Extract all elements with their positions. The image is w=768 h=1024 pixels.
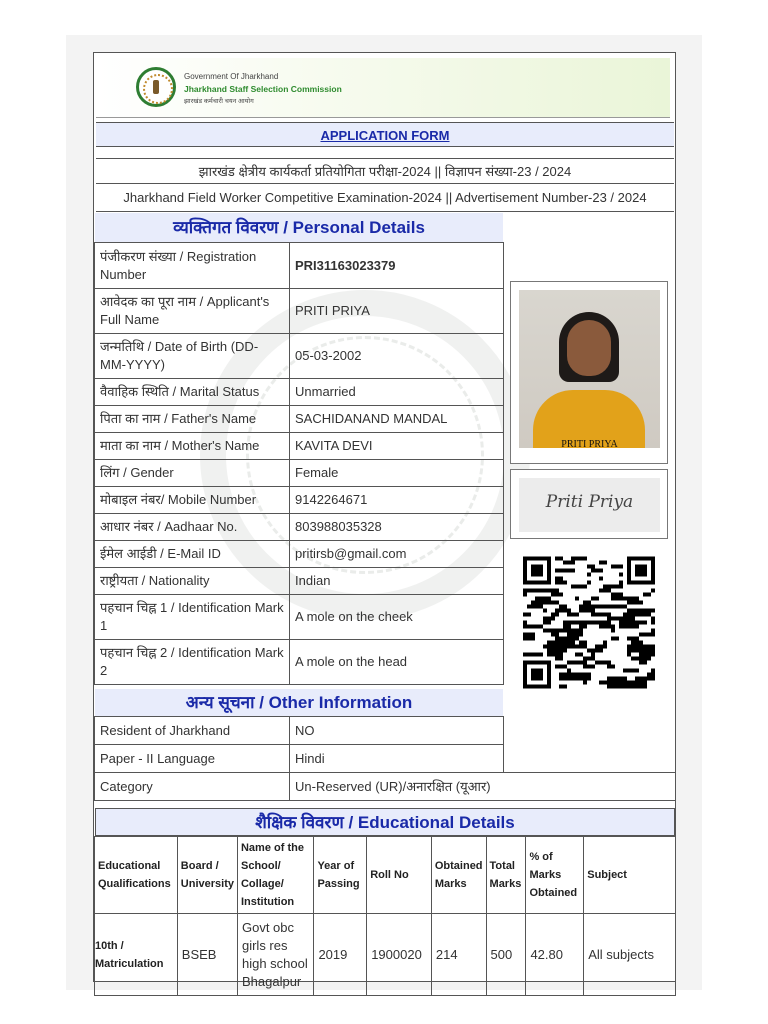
table-row — [95, 541, 504, 568]
field-label: पहचान चिह्न 1 / Identification Mark 1 — [95, 595, 290, 640]
column-header: Roll No — [367, 837, 432, 914]
table-row — [95, 568, 504, 595]
photo-caption: PRITI PRIYA — [561, 439, 618, 450]
table-row — [95, 514, 504, 541]
field-value: Un-Reserved (UR)/अनारक्षित (यूआर) — [290, 773, 676, 801]
table-cell: 214 — [431, 914, 486, 996]
personal-details-title: व्यक्तिगत विवरण / Personal Details — [95, 213, 503, 242]
table-cell: 500 — [486, 914, 526, 996]
field-value: Indian — [290, 568, 504, 595]
field-value: 9142264671 — [290, 487, 504, 514]
table-cell: Govt obc girls res high school Bhagalpur — [237, 914, 313, 996]
field-label: पंजीकरण संख्या / Registration Number — [95, 243, 290, 289]
table-row — [95, 289, 504, 334]
field-value: KAVITA DEVI — [290, 433, 504, 460]
signature-image — [519, 478, 660, 532]
column-header: Year of Passing — [314, 837, 367, 914]
form-title-row — [96, 122, 674, 147]
column-header: Board / University — [177, 837, 237, 914]
field-label: आवेदक का पूरा नाम / Applicant's Full Name — [95, 289, 290, 334]
field-value: PRI31163023379 — [290, 243, 504, 289]
qr-code-icon — [523, 555, 655, 690]
field-label: राष्ट्रीयता / Nationality — [95, 568, 290, 595]
field-value: pritirsb@gmail.com — [290, 541, 504, 568]
table-row — [95, 487, 504, 514]
table-row — [95, 717, 676, 745]
signature: Priti Priya — [545, 492, 634, 512]
column-header: Name of the School/ Collage/ Institution — [237, 837, 313, 914]
applicant-photo — [519, 290, 660, 448]
field-label: आधार नंबर / Aadhaar No. — [95, 514, 290, 541]
applicant-photo-frame — [510, 281, 668, 464]
exam-title-english: Jharkhand Field Worker Competitive Examination-2024 || Advertisement Number-23 / 2024 — [96, 184, 674, 212]
table-row — [95, 745, 676, 773]
gov-line-1: Government Of Jharkhand — [184, 72, 279, 81]
field-value: NO — [290, 717, 504, 745]
table-row — [95, 773, 676, 801]
field-label: लिंग / Gender — [95, 460, 290, 487]
table-cell: 2019 — [314, 914, 367, 996]
table-cell: 10th / Matriculation — [95, 914, 178, 996]
field-value: 05-03-2002 — [290, 334, 504, 379]
personal-details-table — [94, 242, 504, 685]
field-value: Female — [290, 460, 504, 487]
educational-details-title: शैक्षिक विवरण / Educational Details — [95, 808, 675, 836]
column-header: Educational Qualifications — [95, 837, 178, 914]
table-row — [95, 640, 504, 685]
table-row — [95, 914, 676, 996]
jssc-emblem-icon — [136, 67, 176, 107]
educational-details-table — [94, 836, 676, 996]
table-row — [95, 595, 504, 640]
field-label: Resident of Jharkhand — [95, 717, 290, 745]
field-label: वैवाहिक स्थिति / Marital Status — [95, 379, 290, 406]
table-cell: 42.80 — [526, 914, 584, 996]
exam-title-hindi: झारखंड क्षेत्रीय कार्यकर्ता प्रतियोगिता परीक्षा-2024 || विज्ञापन संख्या-23 / 2024 — [96, 158, 674, 184]
column-header: % of Marks Obtained — [526, 837, 584, 914]
field-label: माता का नाम / Mother's Name — [95, 433, 290, 460]
table-cell: All subjects — [584, 914, 676, 996]
table-cell: BSEB — [177, 914, 237, 996]
column-header: Total Marks — [486, 837, 526, 914]
field-label: पिता का नाम / Father's Name — [95, 406, 290, 433]
table-row — [95, 379, 504, 406]
commission-name: Jharkhand Staff Selection Commission — [184, 84, 342, 94]
field-label: जन्मतिथि / Date of Birth (DD-MM-YYYY) — [95, 334, 290, 379]
commission-name-hindi: झारखंड कर्मचारी चयन आयोग — [184, 98, 254, 105]
table-row — [95, 433, 504, 460]
field-label: ईमेल आईडी / E-Mail ID — [95, 541, 290, 568]
form-title: APPLICATION FORM — [320, 128, 450, 143]
other-info-table — [94, 716, 676, 801]
column-header: Obtained Marks — [431, 837, 486, 914]
signature-frame — [510, 469, 668, 539]
field-label: मोबाइल नंबर/ Mobile Number — [95, 487, 290, 514]
commission-header — [96, 58, 670, 118]
field-label: Paper - II Language — [95, 745, 290, 773]
field-value: Hindi — [290, 745, 504, 773]
table-row — [95, 460, 504, 487]
table-row — [95, 334, 504, 379]
table-row — [95, 243, 504, 289]
field-value: PRITI PRIYA — [290, 289, 504, 334]
field-value: SACHIDANAND MANDAL — [290, 406, 504, 433]
column-header: Subject — [584, 837, 676, 914]
other-info-title: अन्य सूचना / Other Information — [95, 689, 503, 716]
field-label: Category — [95, 773, 290, 801]
field-value: A mole on the head — [290, 640, 504, 685]
table-row — [95, 406, 504, 433]
field-value: Unmarried — [290, 379, 504, 406]
field-value: A mole on the cheek — [290, 595, 504, 640]
table-cell: 1900020 — [367, 914, 432, 996]
field-label: पहचान चिह्न 2 / Identification Mark 2 — [95, 640, 290, 685]
field-value: 803988035328 — [290, 514, 504, 541]
